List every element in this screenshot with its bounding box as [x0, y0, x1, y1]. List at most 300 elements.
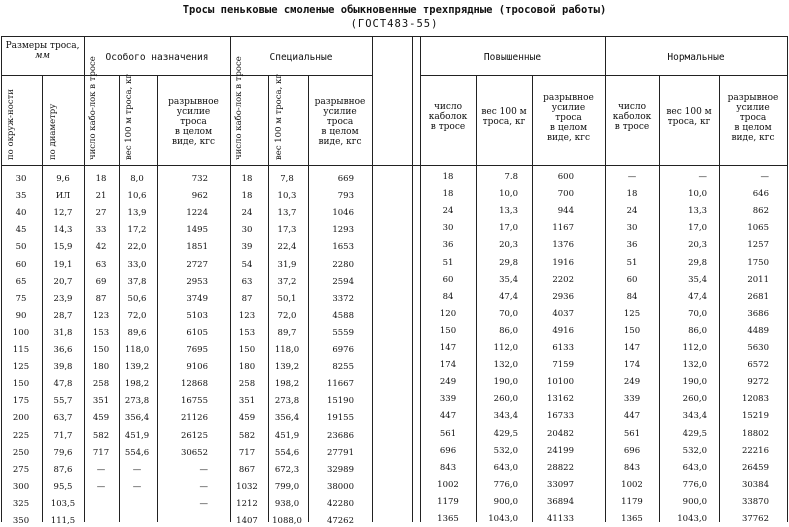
table-cell: 150 [623, 325, 641, 336]
table-cell: 962 [191, 191, 208, 202]
table-cell: 20,7 [53, 276, 73, 287]
col-force-2-line: в целом [321, 127, 359, 137]
table-cell: 532,0 [682, 445, 707, 456]
table-cell: 4489 [747, 325, 769, 336]
table-cell: 1365 [621, 514, 643, 524]
table-cell: 47,4 [688, 291, 707, 302]
sizes-header-label: Размеры троса, [5, 41, 80, 51]
table-cell: 300 [12, 481, 30, 492]
table-cell: 31,8 [53, 327, 73, 338]
table-cell: 36894 [546, 496, 574, 507]
table-cell: 258 [92, 379, 110, 390]
grid-vline [268, 75, 269, 522]
table-cell: 717 [92, 447, 110, 458]
table-cell: 13162 [546, 394, 574, 405]
table-cell: 7159 [552, 360, 574, 371]
table-cell: 95,5 [53, 481, 73, 492]
col-force-2-line: виде, кгс [318, 137, 362, 147]
table-cell: 1043,0 [488, 514, 518, 524]
table-cell: 700 [557, 189, 574, 200]
table-cell: 51 [626, 257, 638, 268]
table-cell [86, 515, 116, 527]
table-cell: 17,3 [277, 225, 297, 236]
table-cell: — [96, 464, 106, 475]
table-cell: 275 [12, 464, 30, 475]
table-cell: 7695 [186, 345, 208, 355]
col-force-1-line: троса [180, 117, 207, 127]
table-cell: 1495 [186, 225, 208, 236]
table-cell: 27 [95, 208, 107, 219]
table-cell: 118,0 [124, 345, 150, 355]
table-cell: 26459 [741, 462, 769, 473]
grid-vline [412, 36, 413, 522]
col-force-3-line: троса [555, 113, 582, 123]
table-cell: 12868 [180, 379, 208, 390]
table-cell: 30 [241, 225, 253, 236]
table-cell: 1750 [747, 257, 769, 268]
table-cell: ИЛ [55, 191, 71, 202]
table-cell: 123 [92, 310, 110, 321]
table-cell: 15219 [741, 411, 769, 422]
table-cell: 72,0 [127, 310, 147, 321]
table-cell: 139,2 [124, 362, 150, 373]
table-cell: 115 [12, 345, 30, 355]
table-cell: 2594 [332, 276, 354, 287]
table-cell: 339 [623, 394, 641, 405]
table-cell: 672,3 [274, 464, 300, 475]
table-cell: 6133 [552, 343, 574, 353]
col-count-3-line: в тросе [430, 122, 466, 132]
table-cell: 60 [15, 259, 27, 270]
table-cell: 5559 [332, 327, 354, 338]
table-cell: 13,3 [688, 206, 707, 217]
table-cell: 15,9 [53, 242, 73, 253]
table-cell: 38000 [326, 481, 354, 492]
table-cell: 900,0 [682, 496, 707, 507]
table-cell: 249 [439, 377, 457, 388]
table-cell: — [96, 481, 106, 492]
table-cell: 447 [623, 411, 641, 422]
table-cell: 429,5 [493, 428, 518, 439]
table-cell: 1043,0 [677, 514, 707, 524]
table-cell: 27791 [326, 447, 354, 458]
col-count-2: число кабо-лок в тросе [234, 56, 244, 160]
table-cell: 13,3 [499, 206, 518, 217]
col-force-1-line: усилие [176, 107, 211, 117]
table-cell: 33 [95, 225, 107, 236]
table-cell: 190,0 [682, 377, 707, 388]
table-cell: 19,1 [53, 259, 73, 270]
table-cell: 84 [442, 291, 454, 302]
grid-vline [230, 36, 231, 522]
table-cell: 717 [238, 447, 256, 458]
table-cell: 18 [626, 189, 638, 200]
table-cell: 29,8 [688, 257, 707, 268]
col-count-4 [605, 102, 659, 132]
table-cell: 2727 [186, 259, 208, 270]
table-cell: 356,4 [124, 413, 150, 424]
table-cell: 174 [623, 360, 641, 371]
col-force-2-line: усилие [323, 107, 357, 117]
table-cell: 1212 [236, 498, 258, 509]
table-cell: 71,7 [53, 430, 73, 441]
table-cell: 554,6 [124, 447, 150, 458]
col-force-1-line: виде, кгс [171, 137, 216, 147]
col-force-4 [719, 93, 787, 143]
table-cell: 51 [442, 257, 454, 268]
table-cell: 18 [241, 191, 253, 202]
table-cell: 1065 [747, 223, 769, 234]
table-cell: 1653 [332, 242, 354, 253]
table-cell: 24 [626, 206, 638, 217]
table-cell: 6105 [186, 327, 208, 338]
col-force-3-line: в целом [549, 123, 588, 133]
table-cell: 18 [442, 189, 454, 200]
table-cell: 35 [15, 191, 27, 202]
table-cell: 600 [557, 172, 574, 182]
table-title: Тросы пеньковые смоленые обыкновенные трехпрядные (тросовой работы) [182, 4, 607, 16]
table-cell: 582 [92, 430, 110, 441]
table-cell: 1179 [437, 496, 459, 507]
table-cell: 175 [12, 396, 30, 407]
table-cell: 561 [439, 428, 457, 439]
table-cell: 4916 [552, 325, 574, 336]
table-cell: 50,6 [127, 293, 147, 304]
table-cell [86, 498, 116, 510]
table-cell: 6572 [747, 360, 769, 371]
table-cell: 40 [15, 208, 27, 219]
table-cell: 260,0 [682, 394, 707, 405]
table-cell: 10100 [546, 377, 574, 388]
table-cell: 150 [439, 325, 457, 336]
table-cell: 70,0 [688, 308, 707, 319]
table-cell: 2202 [552, 274, 574, 285]
table-cell: 1293 [332, 225, 354, 236]
table-cell: 37,2 [277, 276, 297, 287]
col-count-3-line: число [433, 102, 463, 112]
table-cell: — [698, 172, 707, 182]
table-cell: 356,4 [274, 413, 300, 424]
sizes-header-unit: мм [35, 51, 50, 61]
table-cell: 13,9 [127, 208, 147, 219]
col-count-3-line: каболок [428, 112, 468, 122]
table-cell: 42 [95, 242, 107, 253]
col-force-2-line: разрывное [314, 97, 366, 107]
col-force-1-line: в целом [174, 127, 213, 137]
table-cell: 150 [12, 379, 30, 390]
table-cell: 21 [95, 191, 107, 202]
table-cell: 139,2 [274, 362, 300, 373]
table-cell: 39,8 [53, 362, 73, 373]
table-cell: 343,4 [493, 411, 518, 422]
table-cell: 24199 [546, 445, 574, 456]
table-cell: 150 [92, 345, 110, 355]
table-cell: 22,4 [277, 242, 297, 253]
sizes-header [1, 41, 84, 61]
table-cell: 18 [95, 174, 107, 184]
group-special-purpose: Особого назначения [105, 52, 209, 63]
table-cell: 112,0 [682, 343, 707, 353]
col-force-2-line: троса [326, 117, 354, 127]
table-cell: 1851 [186, 242, 208, 253]
table-cell: 1032 [236, 481, 258, 492]
table-cell: 4588 [332, 310, 354, 321]
table-cell: 47,4 [499, 291, 518, 302]
table-cell: 22,0 [127, 242, 147, 253]
table-cell: 153 [238, 327, 256, 338]
col-force-4-line: усилие [736, 103, 770, 113]
table-subtitle: (ГОСТ483-55) [350, 18, 439, 30]
table-cell: 150 [238, 345, 256, 355]
table-cell: 1257 [747, 240, 769, 251]
table-cell: 72,0 [277, 310, 297, 321]
table-cell: 180 [238, 362, 256, 373]
group-normal: Нормальные [667, 52, 725, 63]
table-cell: 10,6 [127, 191, 147, 202]
table-cell: 696 [439, 445, 457, 456]
col-weight-4 [659, 107, 719, 127]
table-cell: 643,0 [682, 462, 707, 473]
table-cell: 5103 [186, 310, 208, 321]
table-cell: 75 [15, 293, 27, 304]
table-cell: 1002 [621, 479, 643, 490]
table-cell: 1167 [552, 223, 574, 234]
col-force-4-line: троса [739, 113, 767, 123]
table-cell: 18802 [741, 428, 769, 439]
col-force-3-line: разрывное [543, 93, 594, 103]
table-cell: 732 [191, 174, 208, 184]
table-cell: 1224 [186, 208, 208, 219]
table-cell: 32989 [326, 464, 354, 475]
table-cell: 12,7 [53, 208, 73, 219]
table-cell: 125 [12, 362, 30, 373]
table-cell: 459 [92, 413, 110, 424]
col-force-3-line: усилие [551, 103, 586, 113]
table-cell: 7.8 [504, 172, 518, 182]
table-cell: 532,0 [493, 445, 518, 456]
table-cell: 120 [439, 308, 457, 319]
table-cell: 3372 [332, 293, 354, 304]
grid-vline [659, 75, 660, 522]
table-cell: 776,0 [493, 479, 518, 490]
table-cell: 70,0 [499, 308, 518, 319]
table-cell: 36,6 [53, 345, 73, 355]
col-count-1: число кабо-лок в тросе [88, 56, 98, 160]
table-cell: 351 [92, 396, 110, 407]
table-cell: 225 [12, 430, 30, 441]
table-cell: 1407 [236, 516, 258, 526]
table-cell: 174 [439, 360, 457, 371]
table-cell: 65 [15, 276, 27, 287]
table-cell [120, 515, 154, 527]
table-cell: 112,0 [493, 343, 518, 353]
table-cell: 26125 [180, 430, 208, 441]
col-force-1-line: разрывное [168, 97, 219, 107]
table-cell: 17,2 [127, 225, 147, 236]
table-cell: 646 [752, 189, 769, 200]
table-cell: 147 [439, 343, 457, 353]
table-cell: 561 [623, 428, 641, 439]
table-cell: 350 [12, 516, 30, 526]
table-cell: 451,9 [274, 430, 300, 441]
table-cell: 260,0 [493, 394, 518, 405]
table-cell: 89,7 [277, 327, 297, 338]
table-cell: 20482 [546, 428, 574, 439]
table-cell: 198,2 [124, 379, 150, 390]
col-circumference: по окруж-ности [6, 89, 16, 160]
table-cell: 18 [241, 174, 253, 184]
table-cell: 9106 [186, 362, 208, 373]
table-cell: 54 [241, 259, 253, 270]
table-cell: 86,0 [499, 325, 518, 336]
table-cell [160, 515, 208, 527]
grid-vline [1, 36, 2, 522]
table-cell: 125 [623, 308, 641, 319]
table-cell: 1365 [437, 514, 459, 524]
table-cell: 12083 [741, 394, 769, 405]
table-cell: 862 [752, 206, 769, 217]
table-cell: 16755 [180, 396, 208, 407]
col-force-4-line: разрывное [727, 93, 779, 103]
table-cell: 47,8 [53, 379, 73, 390]
table-cell: 30384 [741, 479, 769, 490]
table-cell: 23686 [326, 430, 354, 441]
table-cell: — [199, 481, 208, 492]
table-cell: 22216 [741, 445, 769, 456]
table-cell: 3686 [747, 308, 769, 319]
table-cell: 250 [12, 447, 30, 458]
table-cell: 9,6 [56, 174, 70, 184]
table-cell: 10,0 [688, 189, 707, 200]
table-cell: 3749 [186, 293, 208, 304]
group-increased: Повышенные [483, 52, 542, 63]
table-cell: 669 [337, 174, 354, 184]
table-cell: 23,9 [53, 293, 73, 304]
col-weight-2: вес 100 м троса, кг [274, 74, 284, 160]
table-cell: — [132, 464, 142, 475]
table-cell: 33,0 [127, 259, 147, 270]
table-cell [120, 498, 154, 510]
table-cell: 87 [95, 293, 107, 304]
table-cell: 60 [626, 274, 638, 285]
table-cell: 39 [241, 242, 253, 253]
table-cell: 339 [439, 394, 457, 405]
table-cell: 11667 [326, 379, 354, 390]
table-cell: 2953 [186, 276, 208, 287]
table-cell: 13,7 [277, 208, 297, 219]
table-cell: 325 [12, 498, 30, 509]
grid-vline [476, 75, 477, 522]
group-special: Специальные [269, 52, 333, 63]
table-cell: 69 [95, 276, 107, 287]
table-cell: 1088,0 [272, 516, 302, 526]
table-cell: 87 [241, 293, 253, 304]
table-cell: 16733 [546, 411, 574, 422]
table-cell: 79,6 [53, 447, 73, 458]
table-cell: 50,1 [277, 293, 297, 304]
table-cell: 867 [238, 464, 256, 475]
table-cell: 63,7 [53, 413, 73, 424]
table-cell: 6976 [332, 345, 354, 355]
col-force-1 [157, 97, 230, 147]
table-cell: 273,8 [124, 396, 150, 407]
col-count-3 [420, 102, 476, 132]
col-weight-3-line: вес 100 м [481, 107, 527, 117]
table-cell: 198,2 [274, 379, 300, 390]
table-cell: 8255 [332, 362, 354, 373]
table-cell: 582 [238, 430, 256, 441]
table-cell: 2280 [332, 259, 354, 270]
table-cell: 351 [238, 396, 256, 407]
col-force-2 [308, 97, 372, 147]
table-cell: 50 [15, 242, 27, 253]
table-cell: 14,3 [53, 225, 73, 236]
table-cell: 63 [241, 276, 253, 287]
table-cell: 459 [238, 413, 256, 424]
grid-vline [84, 36, 85, 522]
table-cell: 100 [12, 327, 30, 338]
table-cell: 180 [92, 362, 110, 373]
table-cell: 273,8 [274, 396, 300, 407]
col-weight-3 [476, 107, 532, 127]
table-cell: 776,0 [682, 479, 707, 490]
table-cell: 18 [442, 172, 454, 182]
table-cell: 9272 [747, 377, 769, 388]
table-cell: 45 [15, 225, 27, 236]
table-cell: 24 [442, 206, 454, 217]
table-cell: 843 [623, 462, 641, 473]
table-cell: 843 [439, 462, 457, 473]
table-cell: 86,0 [688, 325, 707, 336]
col-count-4-line: каболок [612, 112, 652, 122]
col-weight-4-line: вес 100 м [666, 107, 712, 117]
table-cell: 55,7 [53, 396, 73, 407]
table-cell: 60 [442, 274, 454, 285]
table-cell: 132,0 [493, 360, 518, 371]
table-cell: 30652 [180, 447, 208, 458]
table-cell: 696 [623, 445, 641, 456]
table-cell: 793 [337, 191, 354, 202]
table-cell: 31,9 [277, 259, 297, 270]
table-cell: 4037 [552, 308, 574, 319]
table-cell: 36 [626, 240, 638, 251]
table-cell: 1916 [552, 257, 574, 268]
table-cell: 35,4 [688, 274, 707, 285]
table-cell: 47262 [326, 516, 354, 526]
table-cell: — [199, 498, 208, 509]
table-cell: 41133 [546, 514, 574, 524]
col-count-4-line: число [617, 102, 647, 112]
table-cell: 944 [557, 206, 574, 217]
table-cell: 37762 [741, 514, 769, 524]
col-count-4-line: в тросе [614, 122, 650, 132]
table-cell: 10,3 [277, 191, 297, 202]
table-cell: 90 [15, 310, 27, 321]
table-cell: 17,0 [688, 223, 707, 234]
col-force-4-line: в целом [734, 123, 772, 133]
table-cell: 20,3 [499, 240, 518, 251]
table-cell: 7,8 [280, 174, 294, 184]
col-force-3 [532, 93, 605, 143]
table-cell: 343,4 [682, 411, 707, 422]
table-cell: 5630 [747, 343, 769, 353]
table-cell: 35,4 [499, 274, 518, 285]
table-cell: 19155 [326, 413, 354, 424]
col-force-4-line: виде, кгс [731, 133, 775, 143]
table-cell: 36 [442, 240, 454, 251]
table-cell: 938,0 [274, 498, 300, 509]
table-cell: 33870 [741, 496, 769, 507]
